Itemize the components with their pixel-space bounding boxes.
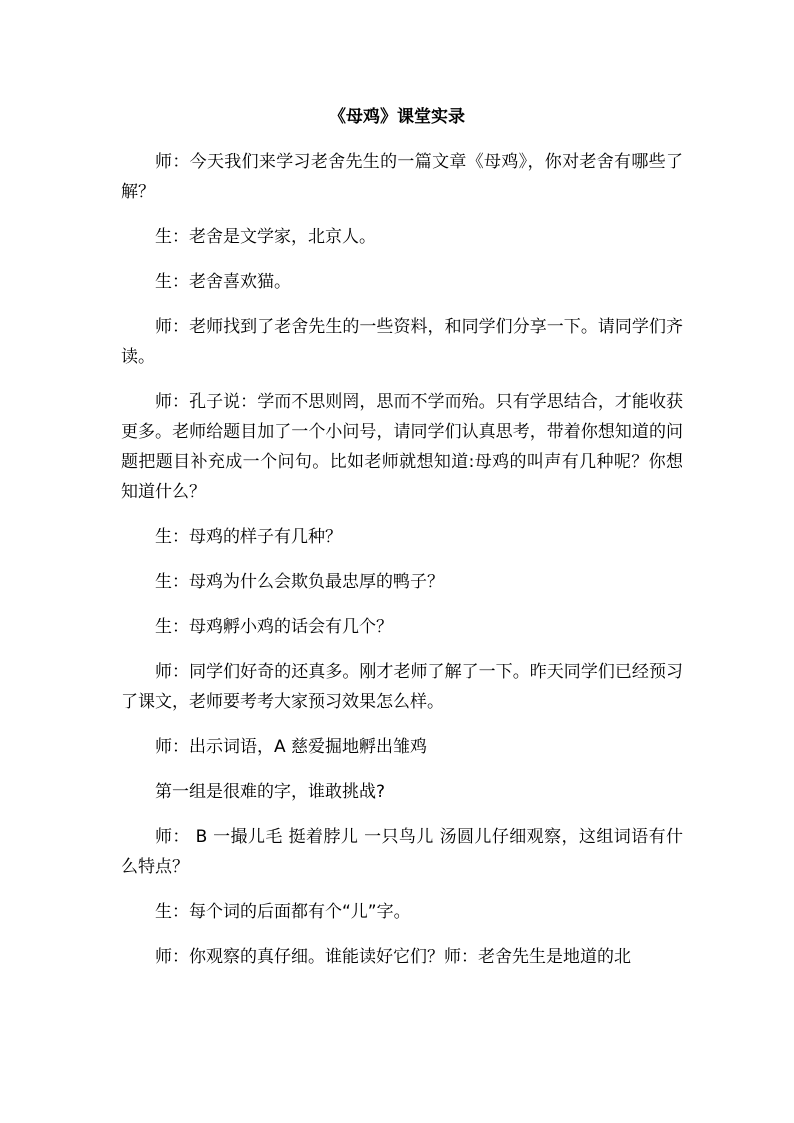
document-title: 《母鸡》课堂实录 [329, 107, 465, 127]
paragraph: 师：今天我们来学习老舍先生的一篇文章《母鸡》，你对老舍有哪些了解？ [121, 152, 683, 202]
paragraph: 师：出示词语，A 慈爱掘地孵出雏鸡 [155, 737, 428, 757]
paragraph: 师： B 一撮儿毛 挺着脖儿 一只鸟儿 汤圆儿仔细观察，这组词语有什么特点？ [121, 827, 683, 877]
paragraph: 生：老舍是文学家，北京人。 [155, 227, 376, 247]
paragraph: 第一组是很难的字，谁敢挑战? [155, 782, 386, 802]
paragraph: 生：每个词的后面都有个“儿”字。 [155, 902, 411, 922]
paragraph: 师：你观察的真仔细。谁能读好它们？师：老舍先生是地道的北 [155, 947, 631, 967]
paragraph: 生：母鸡孵小鸡的话会有几个？ [155, 617, 393, 637]
paragraph: 师：孔子说：学而不思则罔，思而不学而殆。只有学思结合，才能收获更多。老师给题目加了一个小问号，请同学们认真思考，带着你想知道的问题把题目补充成一个问句。比如老师就想知道:母鸡的叫声有几种呢？你想知道什么？ [121, 392, 683, 502]
paragraph: 师：老师找到了老舍先生的一些资料，和同学们分享一下。请同学们齐读。 [121, 317, 683, 367]
paragraph: 师：同学们好奇的还真多。刚才老师了解了一下。昨天同学们已经预习了课文，老师要考考大家预习效果怎么样。 [121, 662, 683, 712]
paragraph: 生：母鸡的样子有几种？ [155, 527, 342, 547]
paragraph: 生：母鸡为什么会欺负最忠厚的鸭子？ [155, 572, 444, 592]
document-body [121, 147, 683, 987]
paragraph: 生：老舍喜欢猫。 [155, 272, 291, 292]
